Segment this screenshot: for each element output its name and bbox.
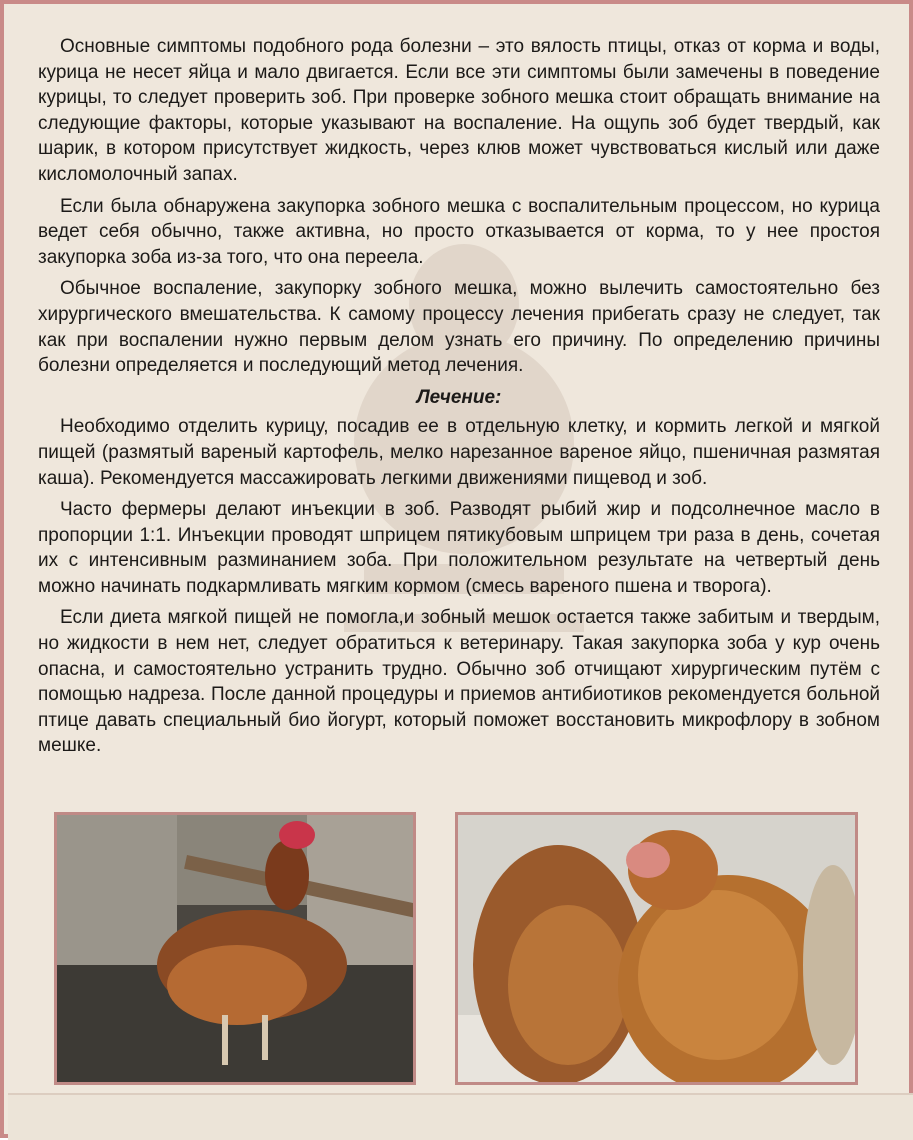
two-hens-image (458, 815, 855, 1082)
photo-hen-in-coop (54, 812, 416, 1085)
paragraph-isolation: Необходимо отделить курицу, посадив ее в отдельную клетку, и кормить легкой и мягкой пищей (размятый вареный картофель, мелко нарезанное вареное яйцо, пшеничная размятая каша). Рекомендуется массажировать легкими движениями пищевод и зоб. (38, 416, 880, 489)
article-body (38, 34, 880, 765)
treatment-heading: Лечение: (416, 386, 502, 408)
paragraph-symptoms: Основные симптомы подобного рода болезни – это вялость птицы, отказ от корма и воды, курица не несет яйца и мало двигается. Если все эти симптомы были замечены в поведение курицы, то следует проверить зоб. При проверке зобного мешка стоит обращать внимание на следующие факторы, которые указывают на воспаление. На ощупь зоб будет твердый, как шарик, в котором присутствует жидкость, через клюв может чувствоваться кислый или даже кисломолочный запах. (38, 36, 880, 185)
photo-two-hens (455, 812, 858, 1085)
hen-in-coop-image (57, 815, 413, 1082)
footer-band (8, 1093, 913, 1140)
paragraph-veterinarian: Если диета мягкой пищей не помогла,и зобный мешок остается также забитым и твердым, но жидкости в нем нет, следует обратиться к ветеринару. Такая закупорка зоба у кур очень опасна, и самостоятельно устранить трудно. Обычно зоб отчищают хирургическим путём с помощью надреза. После данной процедуры и приемов антибиотиков рекомендуется больной птице давать специальный био йогурт, который поможет восстановить микрофлору в зобном мешке. (38, 607, 880, 757)
paragraph-inflammation: Обычное воспаление, закупорку зобного мешка, можно вылечить самостоятельно без хирургического вмешательства. К самому процессу лечения прибегать сразу не следует, так как при воспалении нужно первым делом узнать его причину. По определению причины болезни определяется и последующий метод лечения. (38, 278, 880, 377)
paragraph-blockage: Если была обнаружена закупорка зобного мешка с воспалительным процессом, но курица ведет себя обычно, также активна, но просто отказывается от корма, то у нее простоя закупорка зоба из-за того, что она переела. (38, 195, 880, 268)
paragraph-injections: Часто фермеры делают инъекции в зоб. Разводят рыбий жир и подсолнечное масло в пропорции 1:1. Инъекции проводят шприцем пятикубовым шприцем три раза в день, сочетая их с интенсивным разминанием зоба. При положительном результате на четвертый день можно начинать подкармливать мягким кормом (смесь вареного пшена и творога). (38, 499, 880, 597)
